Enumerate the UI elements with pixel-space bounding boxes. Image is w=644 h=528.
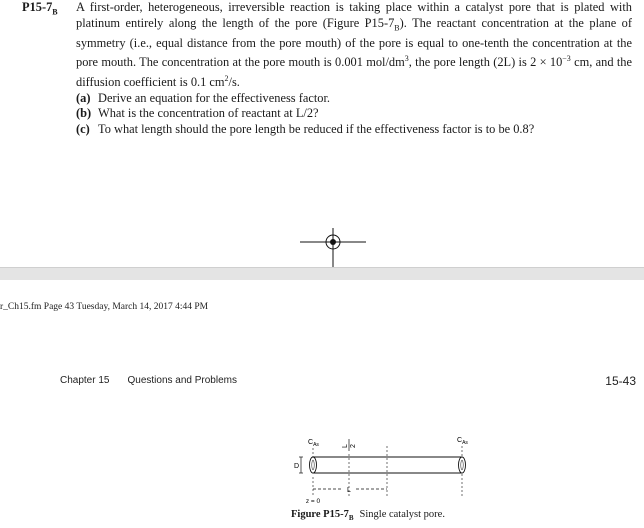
- problem-p15-7: [22, 0, 632, 137]
- svg-text:2: 2: [350, 444, 357, 448]
- page-separator-line: [0, 267, 644, 268]
- pore-cylinder: [310, 457, 466, 473]
- half-length-label: [342, 439, 357, 451]
- file-info: r_Ch15.fm Page 43 Tuesday, March 14, 2017 4:44 PM: [0, 302, 209, 312]
- part-b: (b) What is the concentration of reactant at L/2?: [76, 106, 319, 121]
- chapter-title: Questions and Problems: [127, 375, 237, 386]
- origin-label: z = 0: [305, 498, 321, 505]
- part-c: (c) To what length should the pore length be reduced if the effectiveness factor is to be 0.8?: [76, 121, 535, 136]
- pore-mouth-conc-right: $C_{As}$: [457, 437, 468, 446]
- chapter-label: Chapter 15: [60, 375, 110, 386]
- diameter-label: D: [294, 463, 300, 470]
- problem-parts: [76, 91, 632, 138]
- figure-caption: [291, 509, 445, 522]
- part-a: (a) Derive an equation for the effectiveness factor.: [76, 90, 330, 105]
- problem-number: $P15-7_B$: [22, 0, 58, 17]
- svg-text:L: L: [342, 444, 349, 448]
- figure-caption-text: Single catalyst pore.: [359, 509, 445, 520]
- page-separator-band: [0, 267, 644, 280]
- figure-caption-label: Figure $P15-7_B$: [291, 509, 354, 523]
- pore-mouth-conc-left: $C_{As}$: [308, 439, 319, 448]
- registration-mark-icon: [300, 224, 366, 268]
- running-header: [60, 375, 237, 386]
- catalyst-pore-figure: [286, 430, 478, 508]
- problem-statement: A first-order, heterogeneous, irreversible reaction is taking place within a catalyst pore that is plated with platinum entirely along the length of the pore (Figure $P15-7_B$). The reactant concentration at the plane of symmetry (i.e., equal distance from the pore mouth) of the pore is equal to one-tenth the concentration at the pore mouth. The concentration at the pore mouth is 0.001 mol/$dm^3$, the pore length (2L) is $2 \times 10^{-3}$ cm, and the diffusion coefficient is 0.1 $cm^2/s$.: [76, 0, 632, 90]
- length-label: L: [347, 487, 351, 494]
- page-number: 15-43: [605, 374, 636, 388]
